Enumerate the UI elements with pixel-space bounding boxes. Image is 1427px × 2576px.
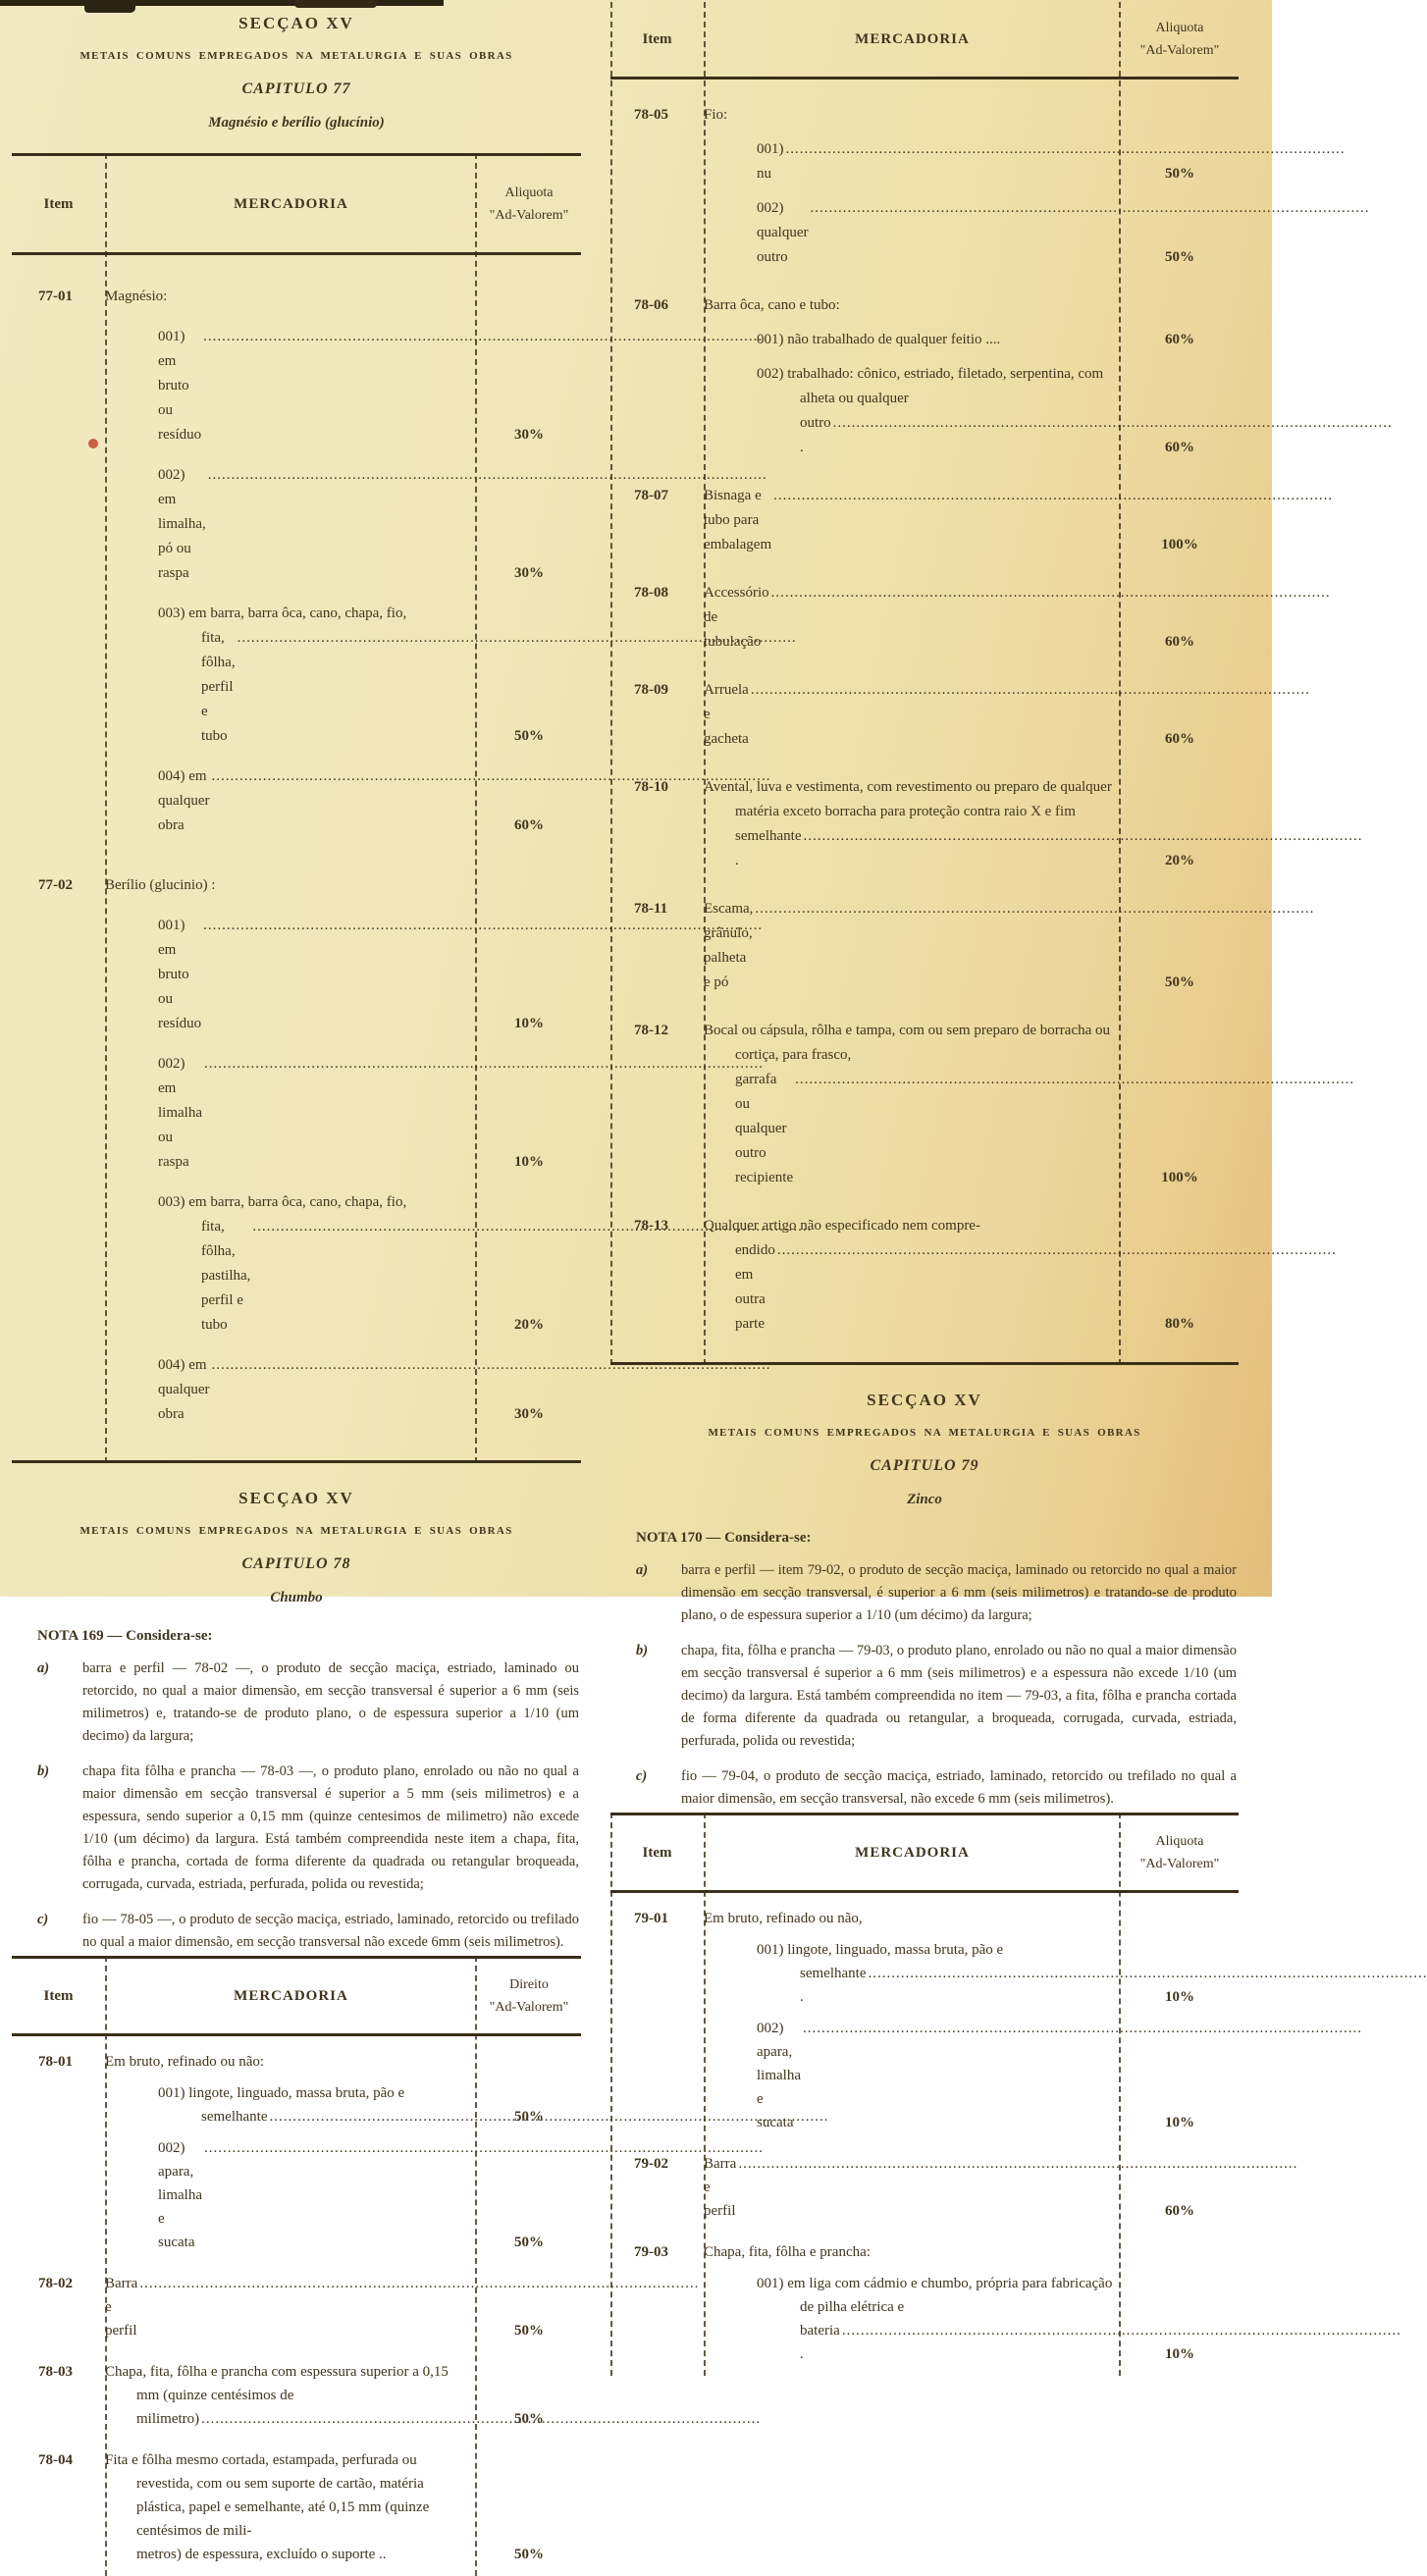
rate-value: 20% — [514, 1317, 544, 1333]
dot-leader — [842, 2319, 1401, 2342]
note-paragraph-label: a) — [636, 1562, 649, 1578]
item-code — [610, 137, 704, 186]
item-description-last-line — [158, 2105, 471, 2129]
dot-leader — [786, 137, 1346, 162]
rate-value: 80% — [1165, 1316, 1194, 1332]
item-description — [704, 678, 1121, 752]
note-paragraph-text: fio — 78-05 —, o produto de secção maciça, estriado, laminado, retorcido ou trefilado no qual a maior dimensão, em secção transversal não excede 6mm (seis milimetros). — [82, 1912, 579, 1950]
note-block — [12, 1628, 581, 1954]
item-code — [610, 362, 704, 460]
rate-value: 50% — [1165, 974, 1194, 990]
item-description-last-line — [158, 2136, 471, 2254]
item-description-last-line — [158, 626, 471, 749]
item-code — [12, 1353, 105, 1427]
item-code: 79-02 — [634, 2156, 668, 2172]
rate-value: 20% — [1165, 853, 1194, 868]
column-rule-rate — [475, 1956, 477, 2576]
item-description-text: 002) qualquer outro — [757, 200, 809, 265]
item-description-text: outro . — [800, 415, 831, 455]
item-description-text: 004) em qualquer obra — [158, 768, 210, 833]
item-description-text: 002) em limalha, pó ou raspa — [158, 467, 206, 581]
section-title: SECÇAO XV — [238, 1489, 354, 1507]
item-description-lines: Chapa, fita, fôlha e prancha com espessura superior a 0,15 mm (quinze centésimos de — [105, 2364, 449, 2403]
item-description-lines: 001) em liga com cádmio e chumbo, própria para fabricação de pilha elétrica e — [757, 2276, 1113, 2315]
item-code: 77-01 — [38, 289, 73, 304]
table-row — [12, 2050, 581, 2074]
section-subtitle: METAIS COMUNS EMPREGADOS NA METALURGIA E SUAS OBRAS — [79, 50, 513, 62]
rate-value: 50% — [514, 2323, 544, 2339]
item-description-text: 002) apara, limalha e sucata — [158, 2140, 202, 2250]
item-description-lines: Avental, luva e vestimenta, com revestimento ou preparo de qualquer matéria exceto borracha para proteção contra raio X e fim — [704, 779, 1112, 819]
item-description — [105, 873, 477, 898]
item-description-last-line — [704, 1238, 1115, 1337]
table-header-rate — [477, 182, 581, 227]
item-description-last-line — [158, 463, 471, 586]
dot-leader — [771, 581, 1331, 605]
table-row — [12, 1353, 581, 1427]
item-description-last-line — [105, 2543, 471, 2566]
item-description — [704, 484, 1121, 557]
item-code — [12, 2136, 105, 2254]
rate-value: 10% — [514, 1154, 544, 1170]
item-code: 77-02 — [38, 877, 73, 893]
table-header-rate-line1: Direito — [509, 1977, 549, 1992]
section-heading-block — [12, 1489, 581, 1606]
rate-value: 50% — [514, 2411, 544, 2427]
table-header-rate-line1: Aliquota — [504, 185, 554, 200]
dot-leader — [868, 1962, 1427, 1985]
item-description-text: Arruela e gacheta — [704, 682, 749, 747]
table-header-item: Item — [642, 30, 672, 47]
item-description-last-line — [704, 678, 1115, 752]
item-description — [704, 1214, 1121, 1337]
item-code — [610, 196, 704, 270]
table-header-rate-line2: "Ad-Valorem" — [1139, 1857, 1220, 1871]
item-description — [105, 2448, 477, 2566]
table-header-rate — [477, 1973, 581, 2019]
table-row — [12, 764, 581, 838]
table-row — [12, 2272, 581, 2342]
item-description-text: Em bruto, refinado ou não, — [704, 1911, 863, 1926]
rate-value: 50% — [514, 2234, 544, 2250]
dot-leader — [803, 2017, 1362, 2040]
note-paragraph-text: barra e perfil — 78-02 —, o produto de secção maciça, estriado, laminado ou retorcido, no qual a maior dimensão, em secção transversal é superior a 6 mm (seis milimetros) e, tratando-se de produto plano, o de espessura superior a 1/10 (um decimo) da largura; — [82, 1660, 579, 1744]
item-description-last-line — [704, 484, 1115, 557]
item-description — [105, 914, 477, 1036]
table-row — [12, 1052, 581, 1175]
item-description — [105, 1190, 477, 1338]
item-code: 78-05 — [634, 107, 668, 123]
table-header-item: Item — [43, 195, 74, 212]
dot-leader — [738, 2152, 1297, 2176]
item-description — [704, 196, 1121, 270]
item-description — [105, 1353, 477, 1427]
item-description-last-line — [158, 764, 471, 838]
table-header-rate-line2: "Ad-Valorem" — [489, 2000, 569, 2015]
rate-value: 30% — [514, 427, 544, 443]
dot-leader — [773, 484, 1333, 508]
section-heading-block — [12, 14, 581, 131]
item-code — [610, 328, 704, 352]
chapter-subject: Magnésio e berílio (glucínio) — [208, 115, 385, 131]
item-code: 78-07 — [634, 488, 668, 503]
column-rule-rate — [475, 153, 477, 1463]
item-code: 78-11 — [634, 901, 668, 917]
section-heading-block — [610, 1391, 1239, 1508]
item-description-last-line — [158, 914, 471, 1036]
rate-value: 10% — [1165, 2346, 1194, 2362]
section-subtitle: METAIS COMUNS EMPREGADOS NA METALURGIA E SUAS OBRAS — [708, 1427, 1141, 1439]
item-description-text: fita, fôlha, perfil e tubo — [201, 630, 236, 744]
rate-value: 60% — [1165, 731, 1194, 747]
item-description-text: Barra e perfil — [704, 2156, 737, 2219]
item-description — [704, 328, 1121, 352]
item-description-last-line — [704, 103, 1115, 128]
table-header-mercadoria: MERCADORIA — [234, 1987, 348, 2004]
dot-leader — [803, 824, 1362, 849]
item-description-text: 004) em qualquer obra — [158, 1357, 210, 1422]
rate-value: 50% — [1165, 249, 1194, 265]
table-header-rate — [1121, 17, 1239, 62]
item-description-last-line — [757, 1962, 1115, 2009]
item-description — [105, 2136, 477, 2254]
item-code — [610, 1938, 704, 2009]
item-code: 78-08 — [634, 585, 668, 601]
rate-value: 60% — [1165, 440, 1194, 455]
item-description-last-line — [757, 2319, 1115, 2366]
item-description-last-line — [158, 325, 471, 447]
item-description-text: 001) em bruto ou resíduo — [158, 918, 202, 1031]
item-description-last-line — [704, 1068, 1115, 1190]
item-description-text: Accessório de tubulação — [704, 585, 769, 650]
table-header-row — [12, 156, 581, 252]
item-description-text: Fio: — [704, 107, 728, 123]
tariff-table — [610, 2, 1239, 1365]
table-body — [12, 255, 581, 1460]
item-description-last-line — [704, 897, 1115, 995]
item-description-last-line — [704, 2152, 1115, 2223]
item-code — [12, 764, 105, 838]
item-description-last-line — [757, 328, 1115, 352]
item-description-last-line — [757, 2017, 1115, 2134]
note-paragraph-label: b) — [37, 1763, 50, 1779]
item-description-last-line — [757, 137, 1115, 186]
item-description-text: Bisnaga e tubo para embalagem — [704, 488, 772, 552]
item-description-last-line — [105, 2407, 471, 2431]
item-code — [610, 2272, 704, 2366]
item-description-lines: Fita e fôlha mesmo cortada, estampada, perfurada ou revestida, com ou sem suporte de cartão, matéria plástica, papel e semelhante, até 0,15 mm (quinze centésimos de mili- — [105, 2452, 430, 2539]
item-description-last-line — [704, 824, 1115, 873]
table-row — [12, 285, 581, 309]
table-row — [12, 602, 581, 749]
item-description-text: 001) nu — [757, 141, 784, 182]
item-description-text: 001) em bruto ou resíduo — [158, 329, 202, 443]
rate-value: 100% — [1161, 537, 1198, 552]
note-paragraph-text: barra e perfil — item 79-02, o produto de secção maciça, laminado ou retorcido no qual a maior dimensão em secção transversal, é superior a 6 mm (seis milimetros) e tratando-se de produto plano, o de espessura superior a 1/10 (um décimo) da largura; — [681, 1562, 1237, 1623]
note-paragraph-text: fio — 79-04, o produto de secção maciça, estriado, laminado, retorcido ou trefilado no qual a maior dimensão, em secção transversal, não excede 6 mm (seis milimetros). — [681, 1768, 1237, 1807]
item-description-text: Barra ôca, cano e tubo: — [704, 297, 840, 313]
item-description-text: semelhante . — [800, 1966, 867, 2005]
item-description-lines: 003) em barra, barra ôca, cano, chapa, fio, — [158, 1194, 407, 1210]
note-paragraph-label: b) — [636, 1643, 649, 1658]
item-code — [12, 1052, 105, 1175]
item-description-last-line — [105, 873, 471, 898]
item-description — [704, 362, 1121, 460]
item-description — [105, 463, 477, 586]
section-title: SECÇAO XV — [238, 14, 354, 32]
item-description — [105, 2272, 477, 2342]
table-header-row — [12, 1959, 581, 2033]
item-code: 79-01 — [634, 1911, 668, 1926]
item-description-text: Berílio (glucinio) : — [105, 877, 216, 893]
rate-value: 50% — [514, 2109, 544, 2125]
item-code: 79-03 — [634, 2244, 668, 2260]
item-description-last-line — [757, 196, 1115, 270]
table-header-mercadoria: MERCADORIA — [855, 30, 970, 47]
right-column — [610, 0, 1239, 2376]
dot-leader — [755, 897, 1314, 921]
item-description — [105, 2360, 477, 2431]
table-row — [12, 2448, 581, 2566]
item-description — [704, 2272, 1121, 2366]
table-header-rate-line2: "Ad-Valorem" — [489, 208, 569, 223]
note-paragraph-label: c) — [636, 1768, 648, 1784]
item-description — [105, 325, 477, 447]
item-code — [12, 2081, 105, 2129]
column-rule-left — [610, 1813, 612, 2376]
item-code: 78-09 — [634, 682, 668, 698]
item-description-last-line — [105, 2272, 471, 2342]
item-description — [704, 103, 1121, 128]
note-paragraph — [37, 1657, 581, 1748]
item-description — [704, 581, 1121, 655]
table-bottom-rule — [12, 1460, 581, 1463]
item-code: 78-03 — [38, 2364, 73, 2380]
item-description — [105, 1052, 477, 1175]
dot-leader — [751, 678, 1310, 703]
table-row — [12, 2081, 581, 2129]
note-paragraph-label: a) — [37, 1660, 50, 1676]
item-description-text: fita, fôlha, pastilha, perfil e tubo — [201, 1219, 251, 1333]
item-code: 78-04 — [38, 2452, 73, 2468]
item-description — [704, 1907, 1121, 1930]
item-description-text: 002) em limalha ou raspa — [158, 1056, 202, 1170]
item-description — [704, 897, 1121, 995]
rate-value: 60% — [1165, 332, 1194, 347]
table-row — [12, 1190, 581, 1338]
item-description — [105, 764, 477, 838]
table-header-rate — [1121, 1830, 1239, 1875]
note-block — [610, 1530, 1239, 1811]
note-paragraph-text: chapa fita fôlha e prancha — 78-03 —, o produto plano, enrolado ou não no qual a maior dimensão em secção transversal é superior a 5 mm (seis milimetros) e a espessura, sendo superior a 0,15 mm (quinze centesimos de milimetro) não excede 1/10 (um décimo) da largura. Está também compreendida neste item a chapa, fita, fôlha e prancha, cortada de forma diferente da quadrada ou retangular broqueada, corrugada, curvada, estriada, perfurada, polida ou revestida; — [82, 1763, 579, 1892]
section-title: SECÇAO XV — [867, 1391, 982, 1409]
note-paragraph — [636, 1559, 1239, 1627]
item-description — [704, 137, 1121, 186]
item-description — [704, 293, 1121, 318]
chapter-title: CAPITULO 79 — [870, 1457, 979, 1474]
dot-leader — [833, 411, 1393, 436]
left-column — [12, 0, 581, 2576]
item-description-last-line — [704, 581, 1115, 655]
note-paragraph — [37, 1909, 581, 1954]
item-description — [105, 602, 477, 749]
item-description-last-line — [105, 285, 471, 309]
table-header-item: Item — [642, 1844, 672, 1861]
rate-value: 50% — [514, 728, 544, 744]
item-description-text: semelhante — [201, 2109, 268, 2125]
column-rule-item — [704, 2, 706, 1365]
column-rule-item — [105, 1956, 107, 2576]
item-description — [704, 775, 1121, 873]
item-description-text: bateria . — [800, 2323, 840, 2362]
chapter-title: CAPITULO 78 — [241, 1555, 351, 1572]
item-description-text: semelhante . — [735, 828, 802, 868]
item-description — [105, 2050, 477, 2074]
item-code — [610, 2017, 704, 2134]
item-code — [12, 325, 105, 447]
tariff-table — [610, 1813, 1239, 2376]
item-description-lines: 003) em barra, barra ôca, cano, chapa, fio, — [158, 605, 407, 621]
item-description-last-line — [158, 1353, 471, 1427]
table-header-item: Item — [43, 1987, 74, 2004]
rate-value: 50% — [1165, 166, 1194, 182]
item-code: 78-10 — [634, 779, 668, 795]
tariff-table — [12, 1956, 581, 2576]
rate-value: 30% — [514, 1406, 544, 1422]
item-code — [12, 463, 105, 586]
item-code — [12, 602, 105, 749]
item-description — [704, 2017, 1121, 2134]
item-description-text: milimetro) — [136, 2411, 200, 2427]
item-description-text: 002) apara, limalha e sucata — [757, 2021, 801, 2130]
item-description-text: Em bruto, refinado ou não: — [105, 2054, 265, 2070]
dot-leader — [810, 196, 1369, 221]
item-description-text: metros) de espessura, excluído o suporte .. — [136, 2547, 387, 2562]
dot-leader — [777, 1238, 1337, 1263]
note-paragraph — [636, 1640, 1239, 1753]
chapter-subject: Zinco — [907, 1492, 942, 1507]
item-description-text: Chapa, fita, fôlha e prancha: — [704, 2244, 871, 2260]
item-description — [105, 285, 477, 309]
item-description — [704, 2152, 1121, 2223]
column-rule-item — [704, 1813, 706, 2376]
note-title: NOTA 170 — Considera-se: — [636, 1530, 812, 1546]
note-paragraph — [636, 1765, 1239, 1811]
note-paragraph-text: chapa, fita, fôlha e prancha — 79-03, o produto plano, enrolado ou não no qual a maior dimensão em secção transversal é superior a 6 mm (seis milimetros) e a espessura não excede 1/10 (um decimo) da largura. Está também compreendida no item — 79-03, a fita, fôlha e prancha cortada de forma diferente da quadrada ou retangular, a broqueada, corrugada, curvada, estriada, perfurada, polida ou revestida; — [681, 1643, 1237, 1749]
table-row — [12, 873, 581, 898]
column-rule-left — [610, 2, 612, 1365]
item-description-text: 001) não trabalhado de qualquer feitio .... — [757, 332, 1001, 347]
table-header-rate-line2: "Ad-Valorem" — [1139, 43, 1220, 58]
column-rule-rate — [1119, 2, 1121, 1365]
column-rule-rate — [1119, 1813, 1121, 2376]
table-header-mercadoria: MERCADORIA — [234, 195, 348, 212]
item-code: 78-12 — [634, 1023, 668, 1038]
item-description — [704, 1938, 1121, 2009]
item-code — [12, 1190, 105, 1338]
table-row — [12, 2136, 581, 2254]
item-description-text: Magnésio: — [105, 289, 168, 304]
item-description-last-line — [158, 1215, 471, 1338]
rate-value: 60% — [514, 817, 544, 833]
dot-leader — [795, 1068, 1354, 1092]
table-row — [12, 463, 581, 586]
table-header-rate-line1: Aliquota — [1155, 21, 1204, 35]
item-description-lines: 002) trabalhado: cônico, estriado, filetado, serpentina, com alheta ou qualquer — [757, 366, 1104, 406]
item-description-last-line — [757, 411, 1115, 460]
rate-value: 60% — [1165, 2203, 1194, 2219]
table-row — [12, 325, 581, 447]
item-description-text: endido em outra parte — [735, 1242, 775, 1332]
section-subtitle: METAIS COMUNS EMPREGADOS NA METALURGIA E SUAS OBRAS — [79, 1525, 513, 1537]
table-header-mercadoria: MERCADORIA — [855, 1844, 970, 1861]
item-description-last-line — [704, 2240, 1115, 2264]
item-description-lines: Qualquer artigo não especificado nem compre- — [704, 1218, 980, 1234]
rate-value: 30% — [514, 565, 544, 581]
item-code: 78-06 — [634, 297, 668, 313]
rate-value: 60% — [1165, 634, 1194, 650]
chapter-subject: Chumbo — [270, 1590, 323, 1605]
item-description-last-line — [158, 1052, 471, 1175]
note-title: NOTA 169 — Considera-se: — [37, 1628, 213, 1644]
item-code: 78-02 — [38, 2276, 73, 2291]
item-code: 78-13 — [634, 1218, 668, 1234]
item-description-text: Barra e perfil — [105, 2276, 138, 2339]
item-description-text: garrafa ou qualquer outro recipiente — [735, 1072, 794, 1185]
item-description-last-line — [704, 293, 1115, 318]
rate-value: 100% — [1161, 1170, 1198, 1185]
item-description-last-line — [704, 1907, 1115, 1930]
rate-value: 50% — [514, 2547, 544, 2562]
item-description-lines: 001) lingote, linguado, massa bruta, pão e — [158, 2085, 405, 2101]
table-body — [12, 2036, 581, 2576]
note-paragraph — [37, 1761, 581, 1896]
rate-value: 10% — [1165, 1989, 1194, 2005]
table-row — [12, 2360, 581, 2431]
table-row — [12, 914, 581, 1036]
table-header-rate-line1: Aliquota — [1155, 1834, 1204, 1849]
item-description — [105, 2081, 477, 2129]
column-rule-item — [105, 153, 107, 1463]
item-description — [704, 1019, 1121, 1190]
note-paragraph-label: c) — [37, 1912, 49, 1927]
rate-value: 10% — [514, 1016, 544, 1031]
item-description-last-line — [105, 2050, 471, 2074]
item-code: 78-01 — [38, 2054, 73, 2070]
item-description-text: Escama, grânulo, palheta e pó — [704, 901, 754, 990]
item-description-lines: Bocal ou cápsula, rôlha e tampa, com ou sem preparo de borracha ou cortiça, para frasco, — [704, 1023, 1111, 1063]
tariff-table — [12, 153, 581, 1463]
item-description — [704, 2240, 1121, 2264]
item-description-lines: 001) lingote, linguado, massa bruta, pão e — [757, 1942, 1004, 1958]
rate-value: 10% — [1165, 2115, 1194, 2130]
item-code — [12, 914, 105, 1036]
chapter-title: CAPITULO 77 — [241, 80, 351, 97]
